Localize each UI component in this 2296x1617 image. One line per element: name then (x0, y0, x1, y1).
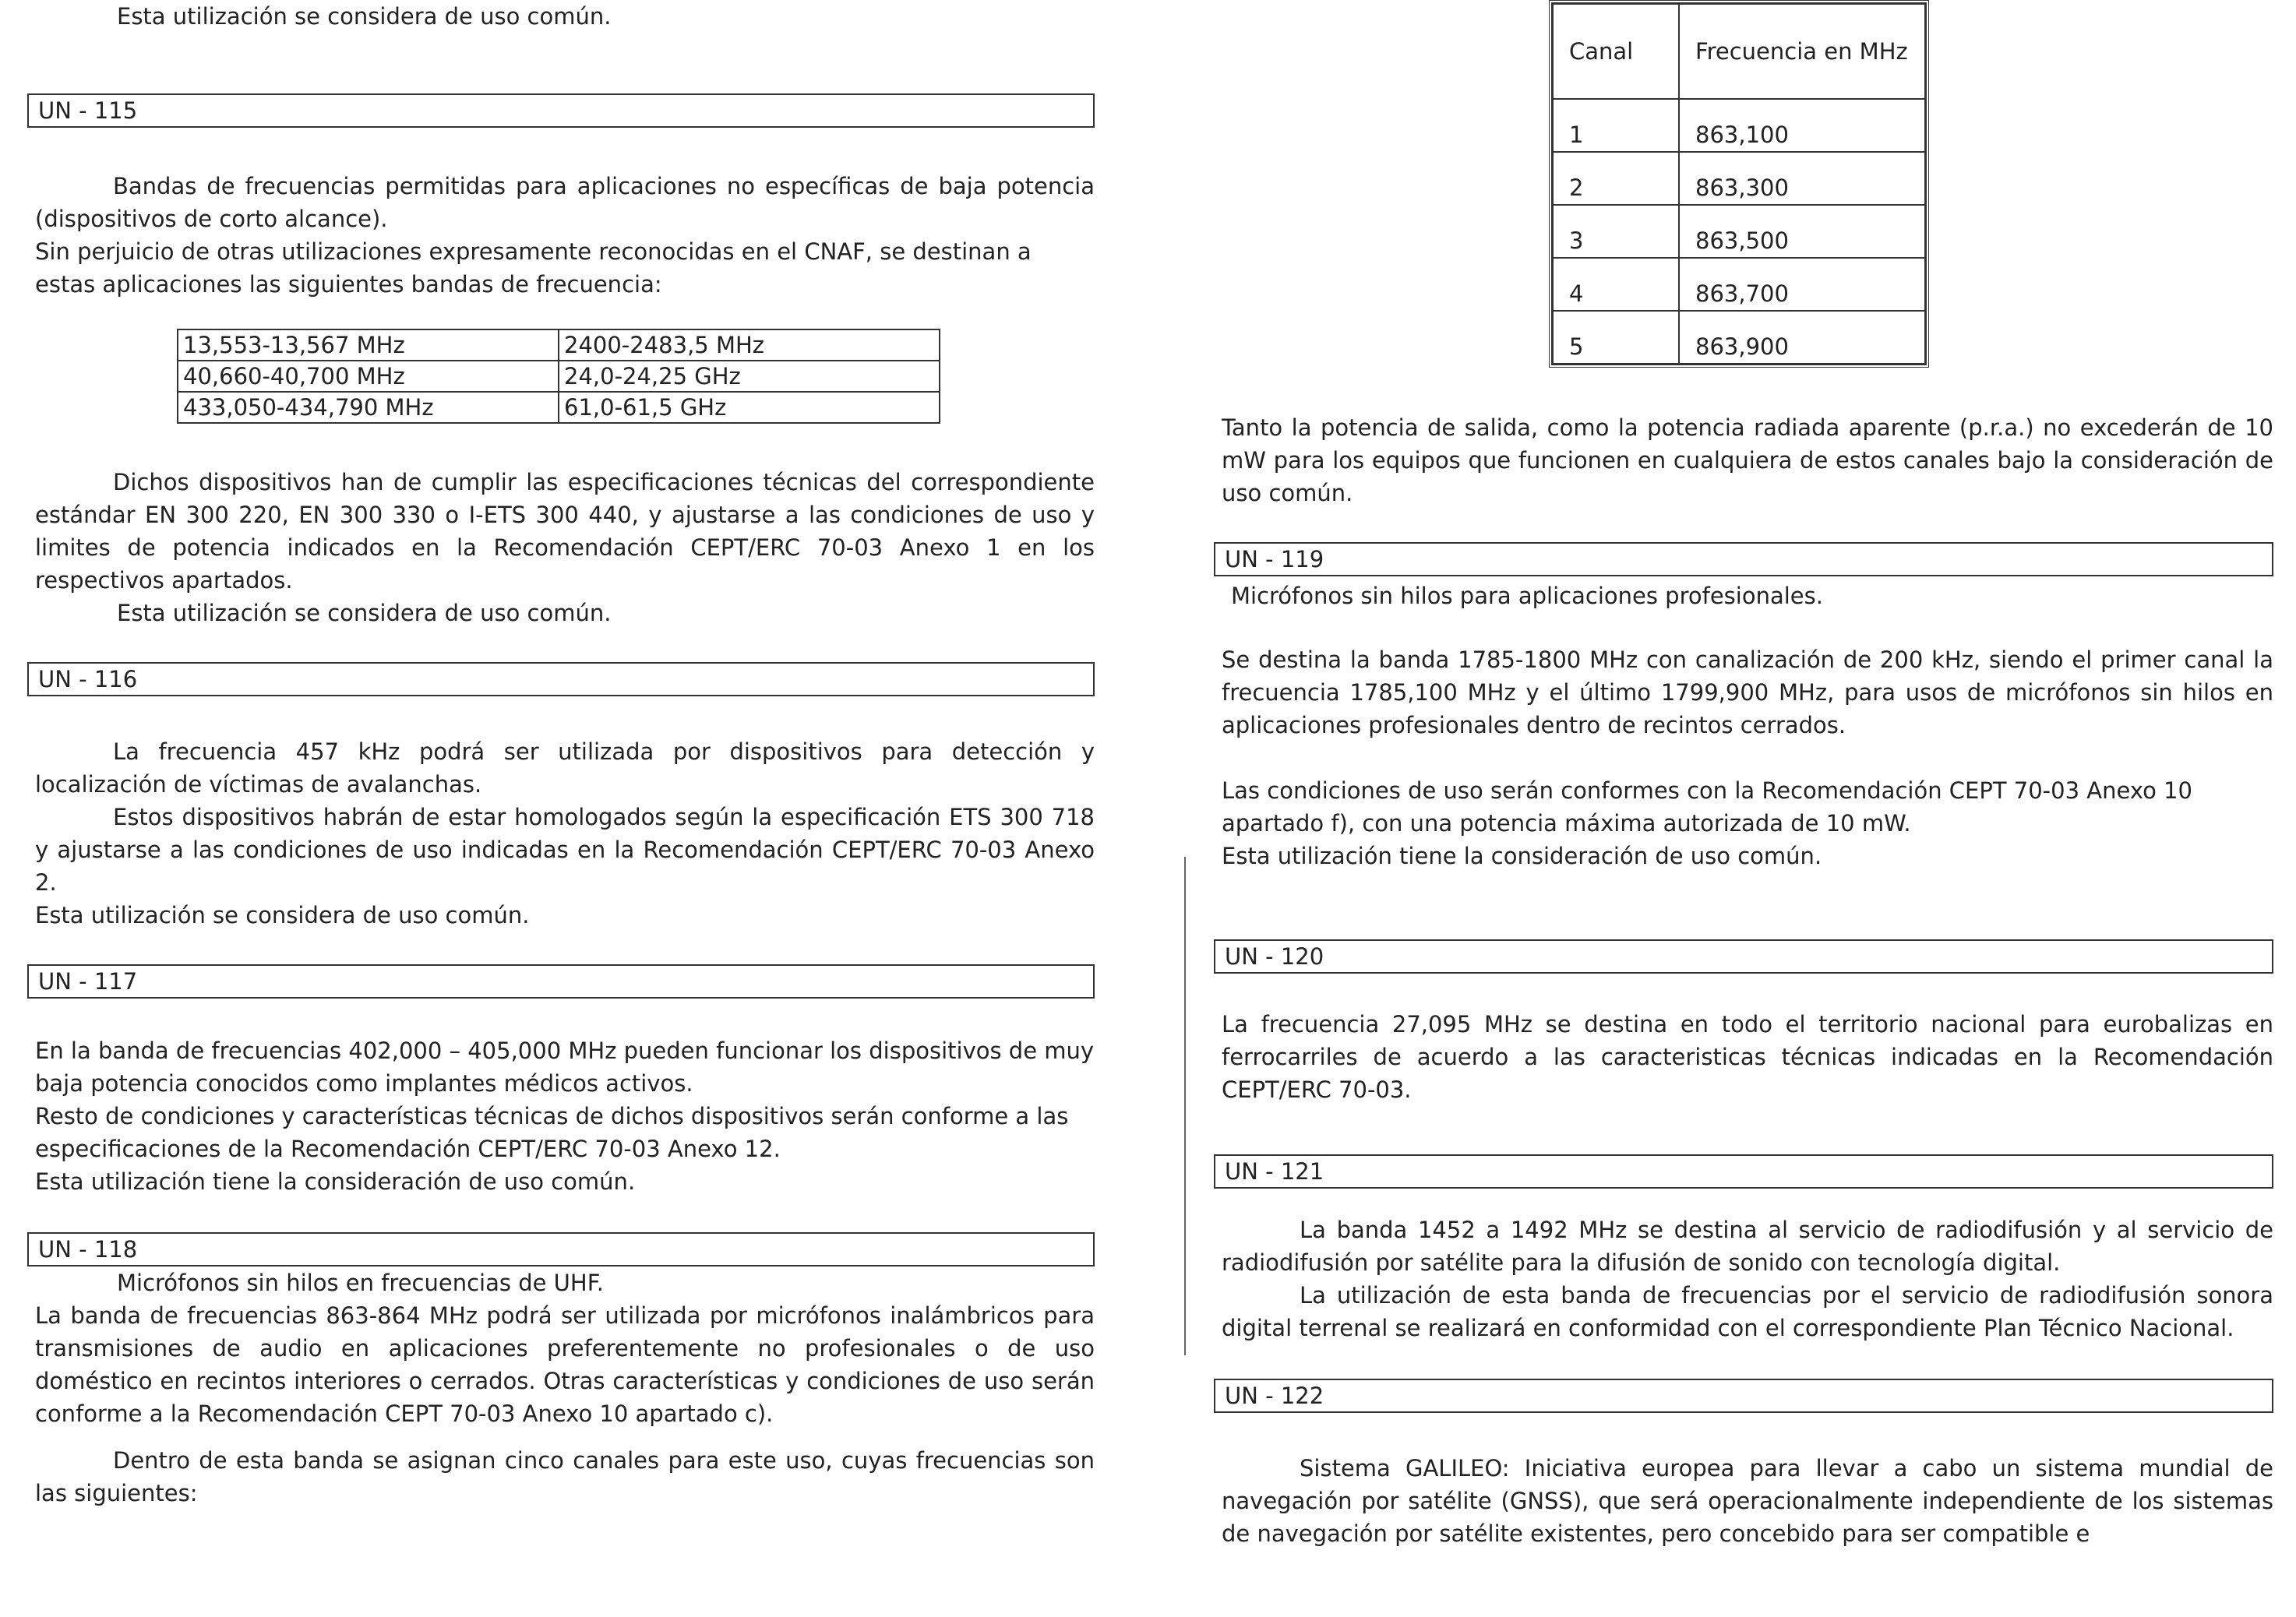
table-row (178, 329, 940, 361)
table-row (1553, 205, 1925, 258)
un119-paragraph-3: Las condiciones de uso serán conformes con la Recomendación CEPT 70-03 Anexo 10 apartado f), con una potencia máxima autorizada de 10 mW. (1222, 777, 2192, 837)
un122-paragraph-1: Sistema GALILEO: Iniciativa europea para llevar a cabo un sistema mundial de navegación por satélite (GNSS), que será operacionalmente independiente de los sistemas de navegación por satélite existentes, pero concebido para ser compatible e (1222, 1455, 2273, 1547)
potencia-paragraph: Tanto la potencia de salida, como la potencia radiada aparente (p.r.a.) no excederán de 10 mW para los equipos que funcionen en cualquiera de estos canales bajo la consideración de uso común. (1222, 414, 2273, 506)
section-header-un117: UN - 117 (27, 964, 1095, 999)
un118-paragraph-3: Dentro de esta banda se asignan cinco canales para este uso, cuyas frecuencias son las siguientes: (35, 1447, 1095, 1506)
un118-paragraph-2: La banda de frecuencias 863-864 MHz podrá ser utilizada por micrófonos inalámbricos para transmisiones de audio en aplicaciones preferentemente no profesionales o de uso doméstico en recintos interiores o cerrados. Otras características y condiciones de uso serán conforme a la Recomendación CEPT 70-03 Anexo 10 apartado c). (35, 1302, 1095, 1427)
frequency-bands-table (177, 329, 940, 424)
table-cell: 863,500 (1679, 205, 1925, 258)
scan-binding-line (1184, 857, 1186, 1355)
table-header-row (1553, 4, 1925, 99)
table-cell: 5 (1553, 311, 1679, 364)
section-header-un120: UN - 120 (1214, 939, 2273, 974)
un116-paragraph-2: Estos dispositivos habrán de estar homologados según la especificación ETS 300 718 y ajustarse a las condiciones de uso indicadas en la Recomendación CEPT/ERC 70-03 Anexo 2. (35, 804, 1095, 896)
un116-paragraph-1: La frecuencia 457 kHz podrá ser utilizada por dispositivos para detección y localización de víctimas de avalanchas. (35, 738, 1095, 798)
un115-paragraph-3: Dichos dispositivos han de cumplir las especificaciones técnicas del correspondiente estándar EN 300 220, EN 300 330 o I-ETS 300 440, y ajustarse a las condiciones de uso y limites de potencia indicados en la Recomendación CEPT/ERC 70-03 Anexo 1 en los respectivos apartados. (35, 469, 1095, 594)
un117-paragraph-2: Resto de condiciones y características técnicas de dichos dispositivos serán conforme a las especificaciones de la Recomendación CEPT/ERC 70-03 Anexo 12. (35, 1103, 1069, 1162)
table-cell: 863,700 (1679, 258, 1925, 311)
table-row (178, 361, 940, 392)
canal-frequency-table (1549, 0, 1929, 368)
table-row (1553, 99, 1925, 152)
table-cell: 4 (1553, 258, 1679, 311)
un120-paragraph-1: La frecuencia 27,095 MHz se destina en todo el territorio nacional para eurobalizas en ferrocarriles de acuerdo a las caracteristicas técnicas indicadas en la Recomendación CEPT/ERC 70-03. (1222, 1011, 2273, 1103)
un118-paragraph-1: Micrófonos sin hilos en frecuencias de UHF. (117, 1270, 604, 1296)
un119-paragraph-4: Esta utilización tiene la consideración de uso común. (1222, 843, 1822, 869)
table-row (178, 392, 940, 423)
section-header-un119: UN - 119 (1214, 542, 2273, 576)
table-cell: 61,0-61,5 GHz (559, 392, 940, 423)
table-cell: 863,300 (1679, 152, 1925, 205)
table-row (1553, 258, 1925, 311)
table-row (1553, 152, 1925, 205)
table-cell: 2400-2483,5 MHz (559, 329, 940, 361)
un121-paragraph-2: La utilización de esta banda de frecuencias por el servicio de radiodifusión sonora digital terrenal se realizará en conformidad con el correspondiente Plan Técnico Nacional. (1222, 1282, 2273, 1341)
table-row (1553, 311, 1925, 364)
section-header-un121: UN - 121 (1214, 1154, 2273, 1189)
table-header-frecuencia: Frecuencia en MHz (1679, 4, 1925, 99)
un117-paragraph-3: Esta utilización tiene la consideración de uso común. (35, 1168, 636, 1195)
table-cell: 1 (1553, 99, 1679, 152)
un116-paragraph-3: Esta utilización se considera de uso común. (35, 902, 530, 928)
section-header-un118: UN - 118 (27, 1232, 1095, 1266)
section-header-un116: UN - 116 (27, 662, 1095, 696)
un119-paragraph-1: Micrófonos sin hilos para aplicaciones profesionales. (1231, 583, 1823, 609)
table-header-canal: Canal (1553, 4, 1679, 99)
section-header-un115: UN - 115 (27, 93, 1095, 128)
table-cell: 433,050-434,790 MHz (178, 392, 559, 423)
top-line: Esta utilización se considera de uso común. (117, 3, 612, 30)
table-cell: 2 (1553, 152, 1679, 205)
table-cell: 40,660-40,700 MHz (178, 361, 559, 392)
un115-paragraph-2: Sin perjuicio de otras utilizaciones expresamente reconocidas en el CNAF, se destinan a estas aplicaciones las siguientes bandas de frecuencia: (35, 238, 1032, 298)
table-cell: 863,100 (1679, 99, 1925, 152)
un119-paragraph-2: Se destina la banda 1785-1800 MHz con canalización de 200 kHz, siendo el primer canal la frecuencia 1785,100 MHz y el último 1799,900 MHz, para usos de micrófonos sin hilos en aplicaciones profesionales dentro de recintos cerrados. (1222, 646, 2273, 738)
un115-paragraph-1: Bandas de frecuencias permitidas para aplicaciones no específicas de baja potencia (dispositivos de corto alcance). (35, 173, 1095, 232)
un117-paragraph-1: En la banda de frecuencias 402,000 – 405,000 MHz pueden funcionar los dispositivos de muy baja potencia conocidos como implantes médicos activos. (35, 1037, 1095, 1097)
un115-paragraph-4: Esta utilización se considera de uso común. (117, 600, 612, 626)
un121-paragraph-1: La banda 1452 a 1492 MHz se destina al servicio de radiodifusión y al servicio de radiodifusión por satélite para la difusión de sonido con tecnología digital. (1222, 1217, 2273, 1276)
section-header-un122: UN - 122 (1214, 1379, 2273, 1413)
table-cell: 24,0-24,25 GHz (559, 361, 940, 392)
table-cell: 863,900 (1679, 311, 1925, 364)
table-cell: 13,553-13,567 MHz (178, 329, 559, 361)
table-cell: 3 (1553, 205, 1679, 258)
